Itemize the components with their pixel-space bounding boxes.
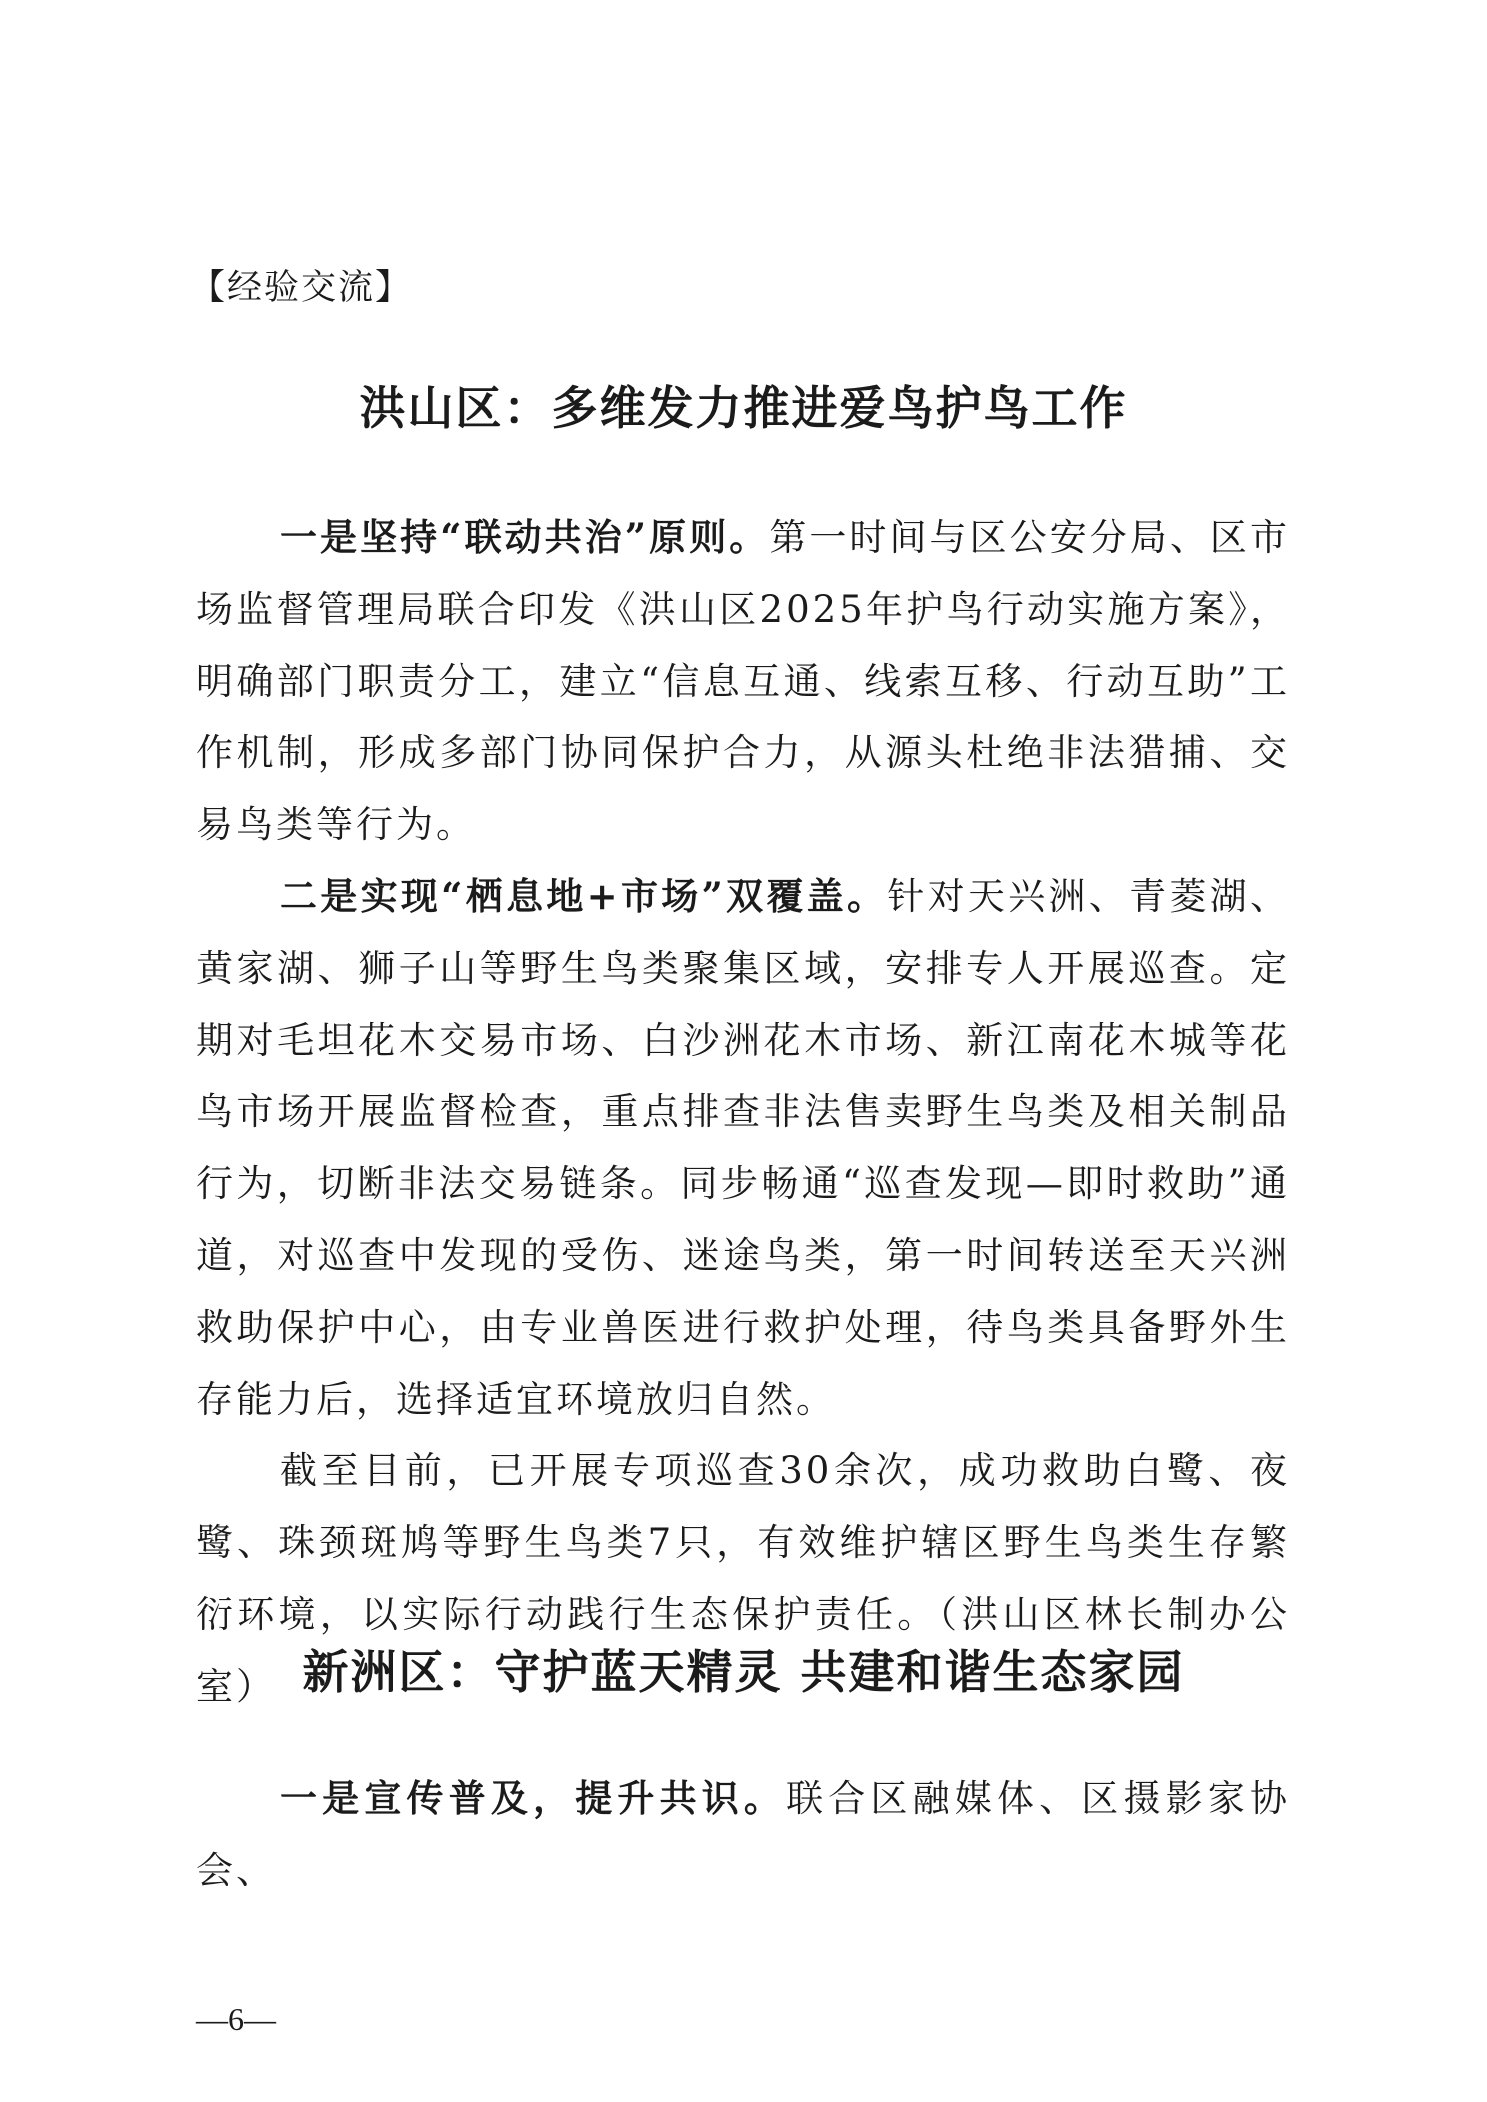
paragraph — [196, 1763, 1290, 1907]
paragraph-text: 第一时间与区公安分局、区市场监督管理局联合印发《洪山区2025年护鸟行动实施方案》，明确部门职责分工，建立“信息互通、线索互移、行动互助”工作机制，形成多部门协同保护合力，从源头杜绝非法猎捕、交易鸟类等行为。 — [196, 516, 1290, 847]
page-number: —6— — [196, 2001, 276, 2037]
article-title-hongshan: 洪山区：多维发力推进爱鸟护鸟工作 — [359, 381, 1128, 435]
article-title-xinzhou: 新洲区：守护蓝天精灵 共建和谐生态家园 — [302, 1645, 1185, 1699]
paragraph-text: 针对天兴洲、青菱湖、黄家湖、狮子山等野生鸟类聚集区域，安排专人开展巡查。定期对毛坦花木交易市场、白沙洲花木市场、新江南花木城等花鸟市场开展监督检查，重点排查非法售卖野生鸟类及相关制品行为，切断非法交易链条。同步畅通“巡查发现—即时救助”通道，对巡查中发现的受伤、迷途鸟类，第一时间转送至天兴洲救助保护中心，由专业兽医进行救护处理，待鸟类具备野外生存能力后，选择适宜环境放归自然。 — [196, 874, 1290, 1421]
paragraph-lead: 一是宣传普及，提升共识。 — [280, 1776, 787, 1820]
paragraph-lead: 一是坚持“联动共治”原则。 — [280, 515, 770, 559]
paragraph — [196, 861, 1290, 1435]
article-body-hongshan — [196, 502, 1290, 1723]
paragraph-lead: 二是实现“栖息地+市场”双覆盖。 — [280, 873, 888, 918]
section-tag: 【经验交流】 — [190, 268, 413, 308]
paragraph — [196, 502, 1290, 861]
paragraph-text: 联合区融媒体、区摄影家协会、 — [196, 1777, 1291, 1892]
article-body-xinzhou — [196, 1763, 1290, 1907]
paragraph-text: 截至目前，已开展专项巡查30余次，成功救助白鹭、夜鹭、珠颈斑鸠等野生鸟类7只，有效维护辖区野生鸟类生存繁衍环境，以实际行动践行生态保护责任。（洪山区林长制办公室） — [196, 1449, 1290, 1708]
